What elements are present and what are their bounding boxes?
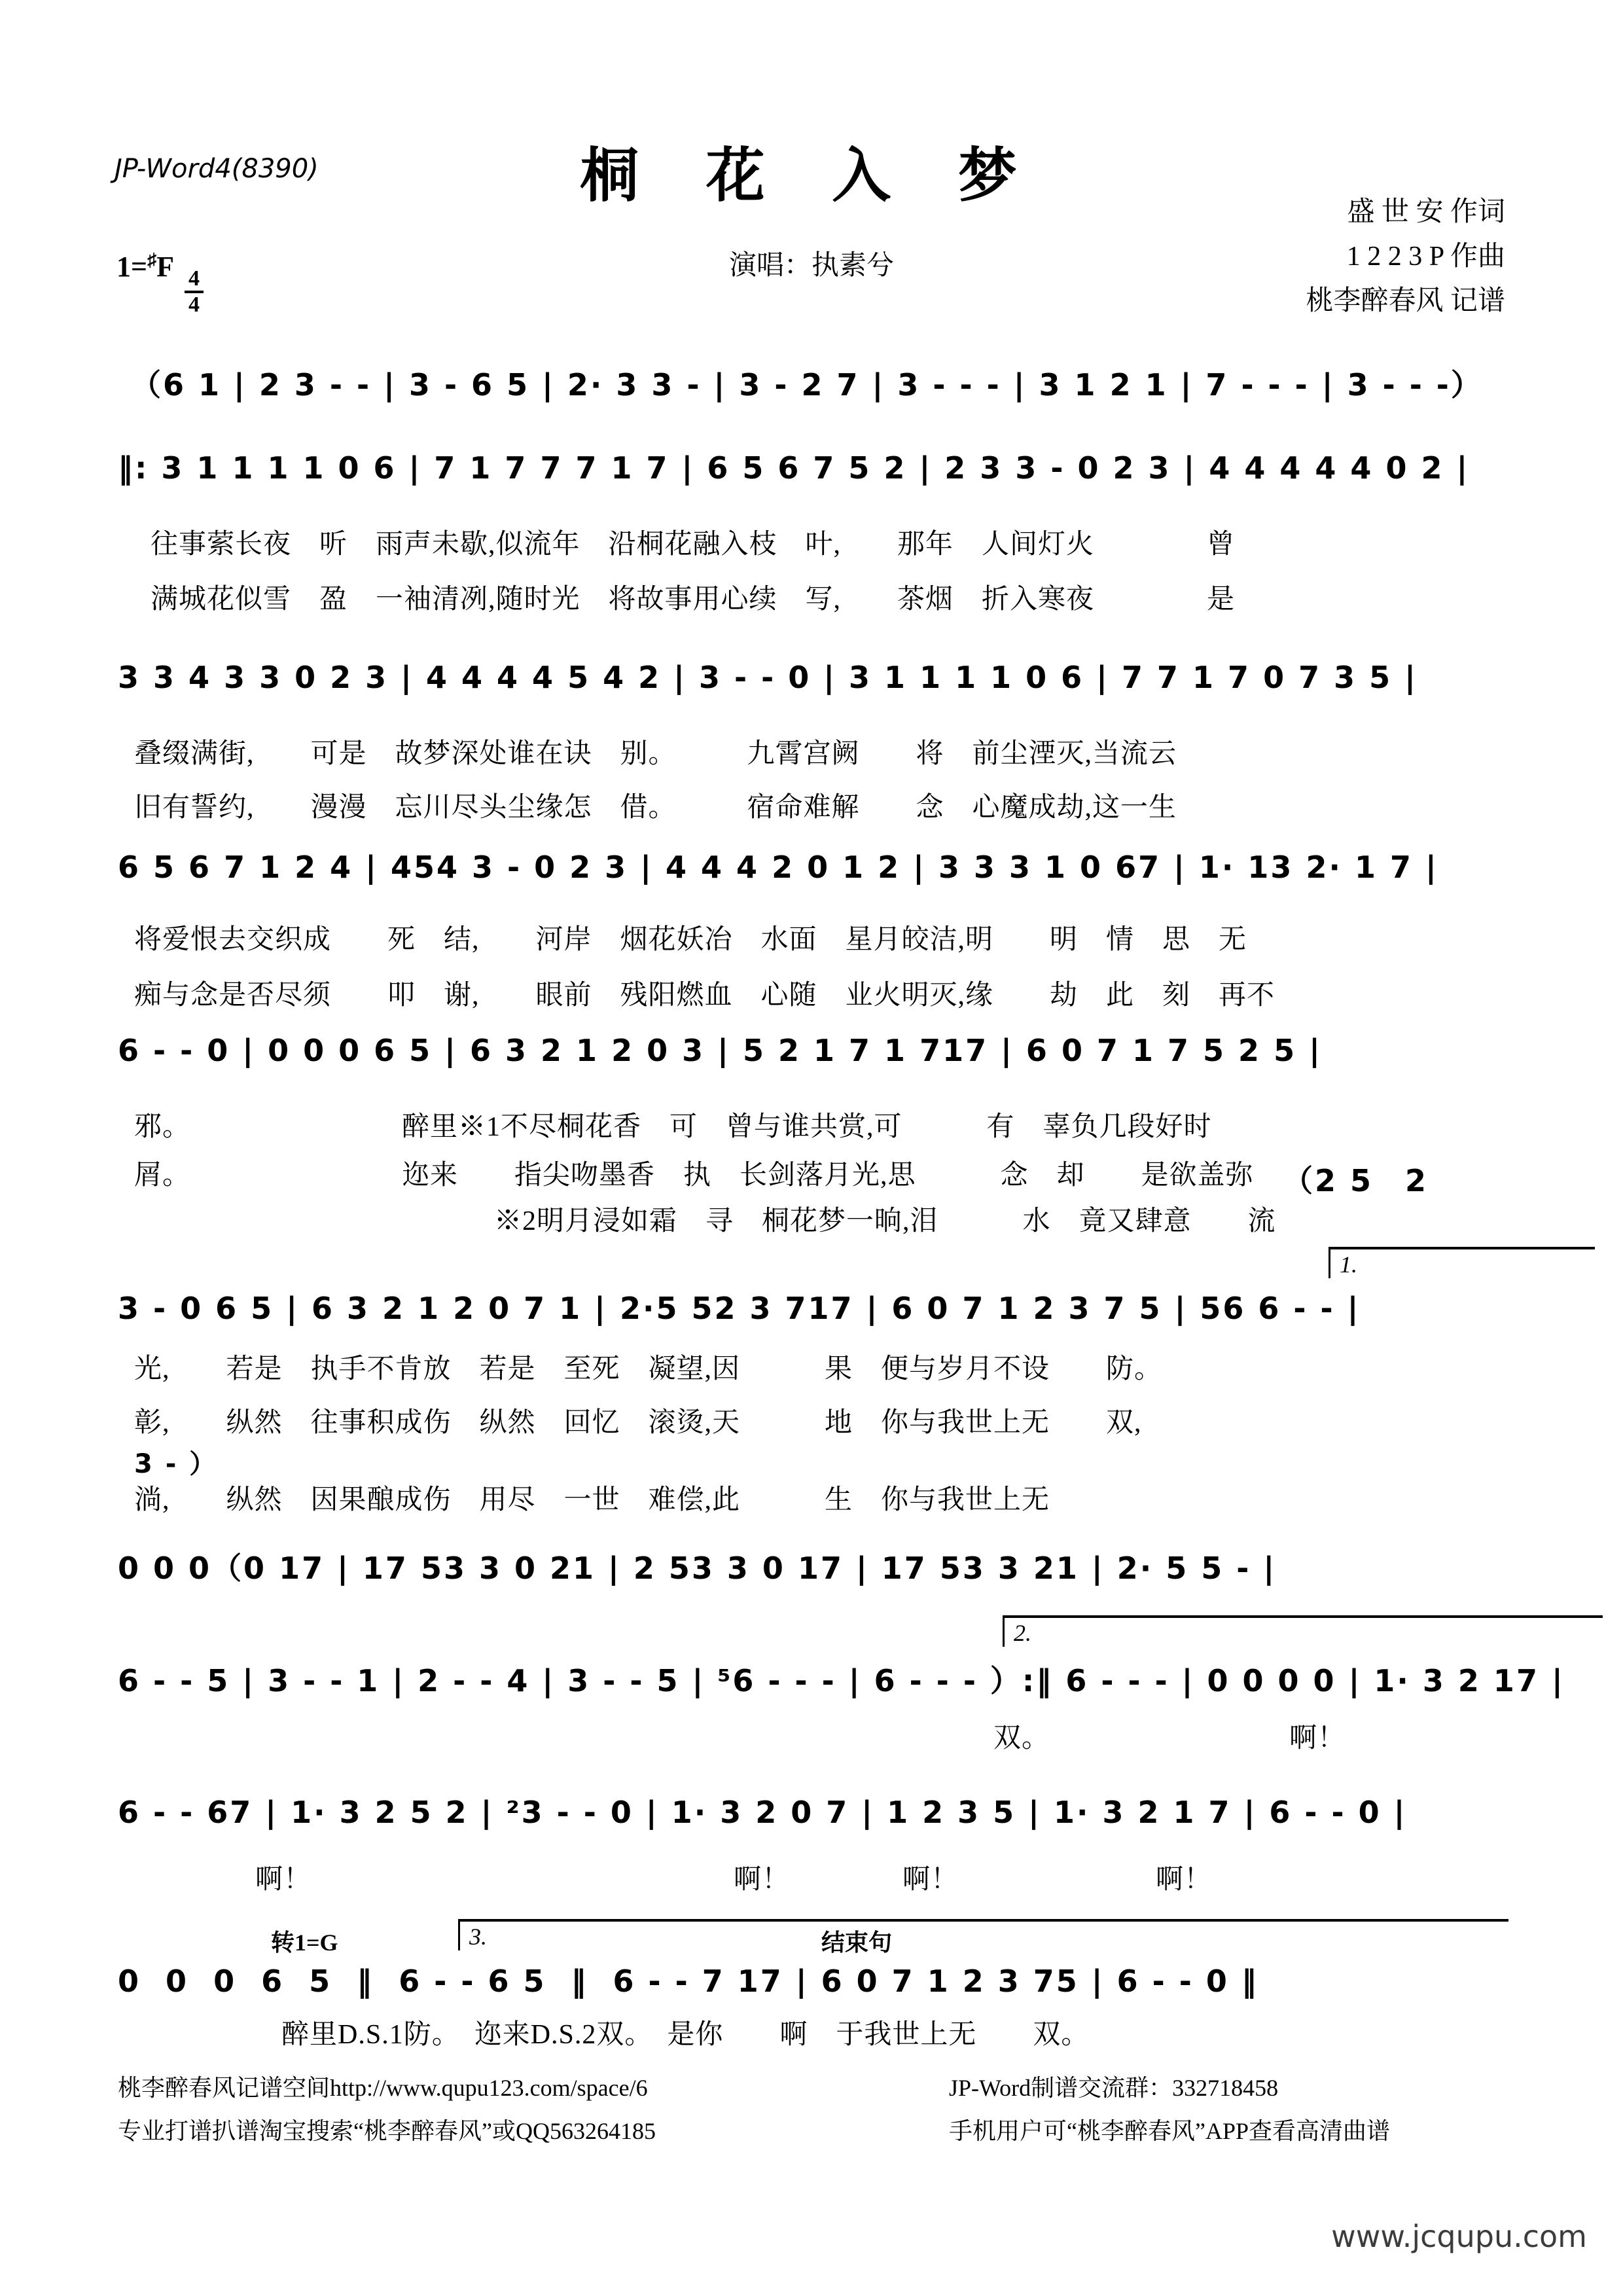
key-letter: F	[156, 251, 174, 283]
footer-publisher-space: 桃李醉春风记谱空间http://www.qupu123.com/space/6	[118, 2075, 648, 2101]
lyrics-line: 叠缀满街, 可是 故梦深处谁在诀 别。 九霄宫阙 将 前尘湮灭,当流云	[134, 739, 1177, 769]
lyrics-line: 痴与念是否尽须 叩 谢, 眼前 残阳燃血 心随 业火明灭,缘 劫 此 刻 再不	[134, 980, 1275, 1011]
lyrics-line: 啊！ 啊！ 啊！ 啊！	[255, 1865, 1213, 1895]
notation-line-1: ‖: 3 1 1 1 1 0 6 | 7 1 7 7 7 1 7 | 6 5 6 7 5 2 | 2 3 3 - 0 2 3 | 4 4 4 4 4 0 2 |	[118, 450, 1470, 486]
credits-block	[1306, 190, 1505, 323]
intro-notation-line: （6 1 | 2 3 - - | 3 - 6 5 | 2· 3 3 - | 3 - 2 7 | 3 - - - | 3 1 2 1 | 7 - - - | 3 - - -）	[131, 367, 1483, 403]
continuation-notes: 3 - ）	[134, 1449, 218, 1479]
lyrics-line: 双。 啊！	[993, 1723, 1346, 1753]
ending-section-label: 结束句	[815, 1919, 1508, 1958]
singer-line: 演唱：执素兮	[728, 251, 894, 281]
lyrics-line: 淌, 纵然 因果酿成伤 用尽 一世 难偿,此 生 你与我世上无	[134, 1485, 1050, 1515]
lyrics-line: 将爱恨去交织成 死 结, 河岸 烟花妖冶 水面 星月皎洁,明 明 情 思 无	[134, 925, 1247, 955]
lyricist-credit: 盛 世 安 作词	[1347, 197, 1505, 227]
software-watermark: JP-Word4(8390)	[115, 154, 319, 184]
site-watermark: www.jcqupu.com	[1331, 2219, 1587, 2254]
lyrics-line-segno2: ※2明月浸如霜 寻 桐花梦一晌,泪 水 竟又肆意 流	[494, 1206, 1276, 1236]
volta-1-bracket: 1.	[1329, 1247, 1595, 1278]
time-signature-top: 4	[185, 268, 204, 293]
sharp-sign: ♯	[147, 250, 157, 271]
lyrics-line: 旧有誓约, 漫漫 忘川尽头尘缘怎 借。 宿命难解 念 心魔成劫,这一生	[134, 793, 1177, 823]
footer-contact: 专业打谱扒谱淘宝搜索“桃李醉春风”或QQ563264185	[118, 2118, 656, 2144]
pickup-notes: （2 5 2	[1283, 1163, 1429, 1198]
time-signature-bottom: 4	[188, 293, 200, 317]
key-prefix: 1=	[116, 251, 148, 283]
key-change-label: 转1=G	[271, 1929, 338, 1956]
composer-credit: 1 2 2 3 P 作曲	[1346, 242, 1505, 272]
footer-qq-group: JP-Word制谱交流群：332718458	[949, 2075, 1279, 2101]
key-and-time-signature	[116, 250, 204, 316]
notation-line-4: 6 - - 0 | 0 0 0 6 5 | 6 3 2 1 2 0 3 | 5 2 1 7 1 717 | 6 0 7 1 7 5 2 5 |	[118, 1033, 1322, 1068]
time-signature	[185, 268, 204, 316]
footer-app-note: 手机用户可“桃李醉春风”APP查看高清曲谱	[949, 2118, 1390, 2144]
notation-line-5: 3 - 0 6 5 | 6 3 2 1 2 0 7 1 | 2·5 52 3 717 | 6 0 7 1 2 3 7 5 | 56 6 - - |	[118, 1291, 1361, 1326]
notation-line-7: 6 - - 5 | 3 - - 1 | 2 - - 4 | 3 - - 5 | ⁵6 - - - | 6 - - - ）:‖ 6 - - - | 0 0 0 0 | 1· 3 2 17 |	[118, 1663, 1565, 1698]
lyrics-line: 邪。 醉里※1不尽桐花香 可 曾与谁共赏,可 有 辜负几段好时	[134, 1112, 1212, 1142]
notation-line-2: 3 3 4 3 3 0 2 3 | 4 4 4 4 5 4 2 | 3 - - 0 | 3 1 1 1 1 0 6 | 7 7 1 7 0 7 3 5 |	[118, 660, 1418, 695]
volta-2-bracket: 2.	[1003, 1615, 1603, 1647]
notation-line-8: 6 - - 67 | 1· 3 2 5 2 | ²3 - - 0 | 1· 3 2 0 7 | 1 2 3 5 | 1· 3 2 1 7 | 6 - - 0 |	[118, 1795, 1407, 1830]
lyrics-line: 屑。 迩来 指尖吻墨香 执 长剑落月光,思 念 却 是欲盖弥	[134, 1160, 1254, 1191]
lyrics-line: 满城花似雪 盈 一袖清冽,随时光 将故事用心续 写, 茶烟 折入寒夜 是	[151, 584, 1236, 615]
lyrics-line-final: 醉里D.S.1防。 迩来D.S.2双。 是你 啊 于我世上无 双。	[281, 2020, 1090, 2050]
lyrics-line: 光, 若是 执手不肯放 若是 至死 凝望,因 果 便与岁月不设 防。	[134, 1354, 1163, 1384]
transcriber-credit: 桃李醉春风 记谱	[1306, 286, 1505, 316]
song-title: 桐 花 入 梦	[580, 144, 1043, 209]
lyrics-line: 往事萦长夜 听 雨声未歇,似流年 沿桐花融入枝 叶, 那年 人间灯火 曾	[151, 529, 1236, 560]
notation-line-6: 0 0 0（0 17 | 17 53 3 0 21 | 2 53 3 0 17 | 17 53 3 21 | 2· 5 5 - |	[118, 1551, 1277, 1586]
notation-line-9: 0 0 0 6 5 ‖ 6 - - 6 5 ‖ 6 - - 7 17 | 6 0 7 1 2 3 75 | 6 - - 0 ‖	[118, 1964, 1258, 1999]
notation-line-3: 6 5 6 7 1 2 4 | 454 3 - 0 2 3 | 4 4 4 2 0 1 2 | 3 3 3 1 0 67 | 1· 13 2· 1 7 |	[118, 850, 1438, 885]
volta-3-bracket: 3.	[458, 1919, 836, 1950]
lyrics-line: 彰, 纵然 往事积成伤 纵然 回忆 滚烫,天 地 你与我世上无 双,	[134, 1408, 1142, 1438]
